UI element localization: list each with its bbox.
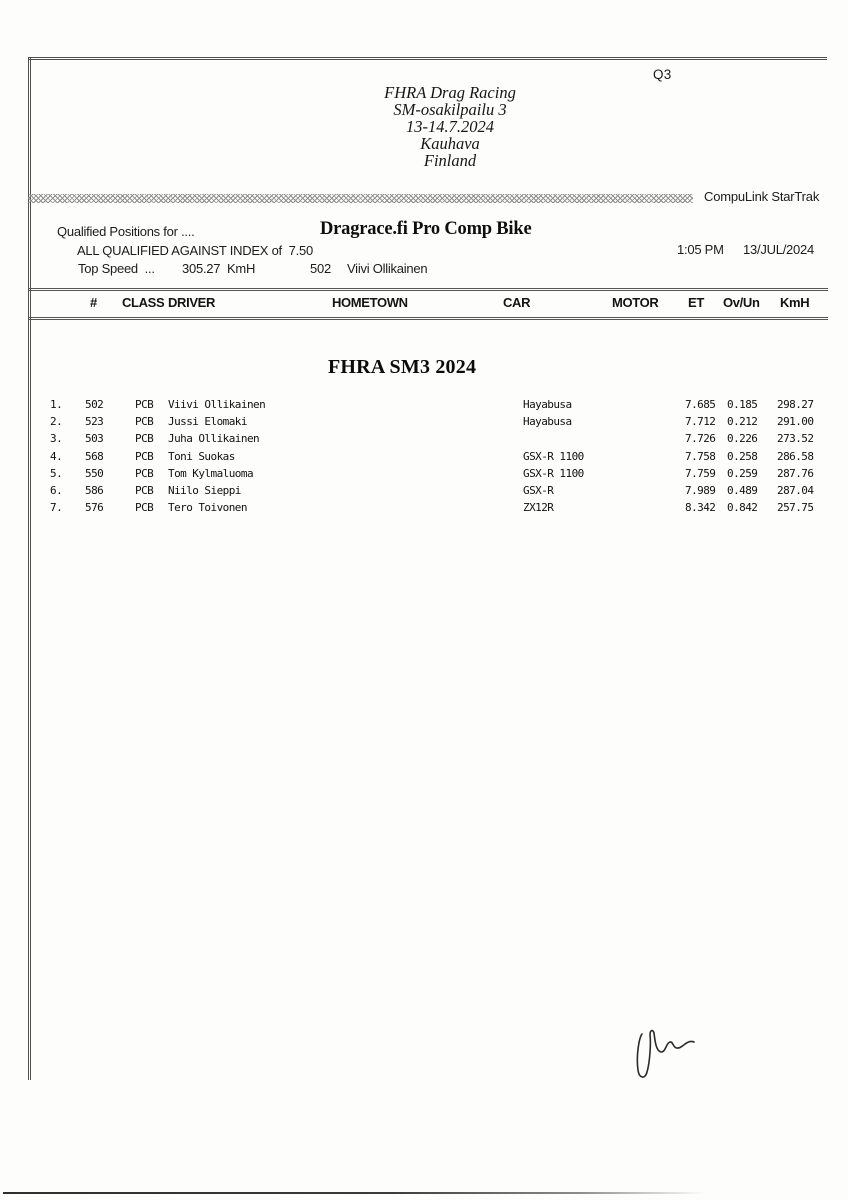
timing-system-brand: CompuLink StarTrak xyxy=(704,189,820,204)
row-class: PCB xyxy=(135,466,154,480)
row-car: GSX-R 1100 xyxy=(523,466,584,480)
table-row xyxy=(0,414,848,431)
column-header-position: # xyxy=(90,295,97,310)
column-header-hometown: HOMETOWN xyxy=(332,295,408,310)
column-header-class: CLASS xyxy=(122,295,165,310)
row-driver: Tom Kylmaluoma xyxy=(168,466,254,480)
column-header-kmh: KmH xyxy=(780,295,810,310)
row-kmh: 287.04 xyxy=(777,483,814,497)
row-car: GSX-R xyxy=(523,483,554,497)
row-car-number: 523 xyxy=(85,415,104,429)
table-rule-top xyxy=(28,288,828,291)
column-header-car: CAR xyxy=(503,295,531,310)
row-position: 6. xyxy=(50,483,63,497)
page-border-left xyxy=(28,57,31,1080)
row-class: PCB xyxy=(135,398,154,411)
row-ovun: 0.185 xyxy=(727,398,758,411)
row-driver: Toni Suokas xyxy=(168,449,235,463)
event-header-line: Finland xyxy=(423,151,477,171)
row-car: Hayabusa xyxy=(523,415,572,429)
event-header xyxy=(300,84,600,169)
row-et: 7.685 xyxy=(685,398,716,411)
row-ovun: 0.259 xyxy=(727,466,758,480)
row-driver: Juha Ollikainen xyxy=(168,432,260,446)
row-kmh: 257.75 xyxy=(777,501,814,515)
table-row xyxy=(0,500,848,517)
hatched-separator xyxy=(28,194,693,203)
row-et: 7.712 xyxy=(685,415,716,429)
round-label: Q3 xyxy=(653,67,672,82)
page-border-top xyxy=(28,57,827,60)
row-et: 7.758 xyxy=(685,449,716,463)
row-kmh: 298.27 xyxy=(777,398,814,411)
row-kmh: 273.52 xyxy=(777,432,814,446)
row-class: PCB xyxy=(135,483,154,497)
table-row xyxy=(0,483,848,500)
row-car-number: 586 xyxy=(85,483,104,497)
top-speed-value: 305.27 KmH xyxy=(182,261,256,276)
event-header-line: SM-osakilpailu 3 xyxy=(393,100,507,120)
row-class: PCB xyxy=(135,415,154,429)
row-car: ZX12R xyxy=(523,501,554,515)
row-class: PCB xyxy=(135,432,154,446)
index-line: ALL QUALIFIED AGAINST INDEX of 7.50 xyxy=(77,243,313,258)
row-car-number: 576 xyxy=(85,501,104,515)
row-car-number: 568 xyxy=(85,449,104,463)
event-header-line: Kauhava xyxy=(420,134,480,154)
top-speed-holder-name: Viivi Ollikainen xyxy=(347,261,428,276)
table-rule-bottom xyxy=(28,317,828,320)
row-car-number: 503 xyxy=(85,432,104,446)
signature-mark xyxy=(630,1026,705,1088)
table-row xyxy=(0,466,848,483)
row-position: 5. xyxy=(50,466,63,480)
row-class: PCB xyxy=(135,501,154,515)
row-driver: Viivi Ollikainen xyxy=(168,398,266,411)
row-car: Hayabusa xyxy=(523,398,572,411)
row-kmh: 287.76 xyxy=(777,466,814,480)
row-car: GSX-R 1100 xyxy=(523,449,584,463)
row-ovun: 0.489 xyxy=(727,483,758,497)
row-et: 7.759 xyxy=(685,466,716,480)
report-time: 1:05 PM xyxy=(677,242,724,257)
results-rows xyxy=(0,397,848,517)
row-car-number: 502 xyxy=(85,398,104,411)
row-driver: Jussi Elomaki xyxy=(168,415,247,429)
event-header-line: FHRA Drag Racing xyxy=(384,83,516,102)
table-row xyxy=(0,431,848,448)
row-driver: Niilo Sieppi xyxy=(168,483,241,497)
row-position: 4. xyxy=(50,449,63,463)
table-row xyxy=(0,449,848,466)
row-class: PCB xyxy=(135,449,154,463)
row-driver: Tero Toivonen xyxy=(168,501,247,515)
row-et: 8.342 xyxy=(685,501,716,515)
row-et: 7.726 xyxy=(685,432,716,446)
category-title: Dragrace.fi Pro Comp Bike xyxy=(320,219,532,239)
column-header-motor: MOTOR xyxy=(612,295,659,310)
row-position: 1. xyxy=(50,398,63,411)
table-row xyxy=(0,397,848,414)
row-kmh: 291.00 xyxy=(777,415,814,429)
qualified-positions-label: Qualified Positions for .... xyxy=(57,224,195,239)
row-ovun: 0.226 xyxy=(727,432,758,446)
column-header-driver: DRIVER xyxy=(168,295,216,310)
column-header-ovun: Ov/Un xyxy=(723,295,760,310)
report-date: 13/JUL/2024 xyxy=(743,242,814,257)
row-ovun: 0.212 xyxy=(727,415,758,429)
scan-artifact-line xyxy=(3,1192,705,1194)
row-ovun: 0.842 xyxy=(727,501,758,515)
top-speed-holder-number: 502 xyxy=(310,261,331,276)
row-position: 7. xyxy=(50,501,63,515)
row-kmh: 286.58 xyxy=(777,449,814,463)
row-et: 7.989 xyxy=(685,483,716,497)
row-position: 3. xyxy=(50,432,63,446)
top-speed-label: Top Speed ... xyxy=(78,261,155,276)
row-car-number: 550 xyxy=(85,466,104,480)
column-header-et: ET xyxy=(688,295,704,310)
row-position: 2. xyxy=(50,415,63,429)
event-header-line: 13-14.7.2024 xyxy=(406,117,494,137)
class-section-title: FHRA SM3 2024 xyxy=(328,356,477,378)
row-ovun: 0.258 xyxy=(727,449,758,463)
